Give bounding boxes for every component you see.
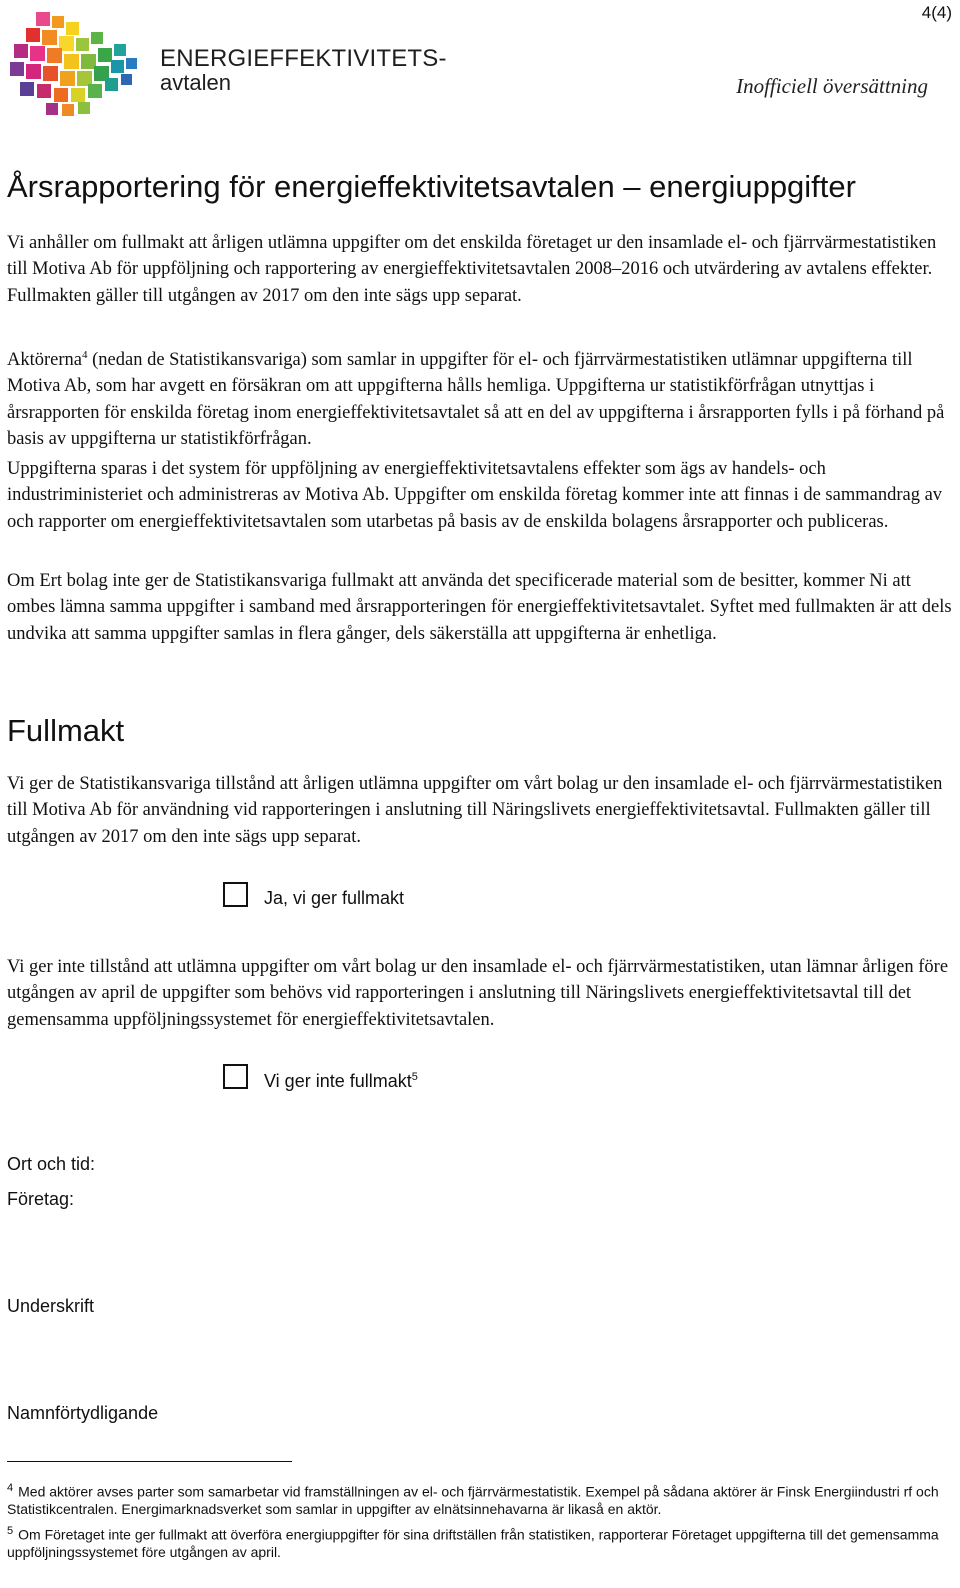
intro-paragraph: Vi anhåller om fullmakt att årligen utlämna uppgifter om det enskilda företaget ur den insamlade el- och fjärrvärmestatistiken till Motiva Ab för uppföljning och rapportering av energieffektivitetsavtalen 2008–2016 och utvärdering av avtalens effekter. Fullmakten gäller till utgången av 2017 om den inte sägs upp separat.: [7, 233, 937, 306]
deny-fullmakt-label: Vi ger inte fullmakt: [264, 1071, 412, 1091]
fullmakt-heading: Fullmakt: [7, 713, 125, 748]
signature-field-label: Underskrift: [7, 1296, 95, 1316]
logo-wordmark-line2: avtalen: [160, 70, 231, 95]
page-number: 4(4): [921, 3, 952, 22]
grant-paragraph: Vi ger de Statistikansvariga tillstånd att årligen utlämna uppgifter om vårt bolag ur den insamlade el- och fjärrvärmestatistiken till Motiva Ab för användning vid rapporteringen i anslutning till Näringslivets energieffektivitetsavtal. Fullmakten gäller till utgången av 2017 om den inte sägs upp separat.: [7, 774, 943, 847]
footnote-5: [7, 1523, 952, 1561]
deny-paragraph: Vi ger inte tillstånd att utlämna uppgifter om vårt bolag ur den insamlade el- och fjärrvärmestatistiken, utan lämnar årligen före utgången av april de uppgifter som behövs vid rapporteringen i anslutning till Näringslivets energieffektivitetsavtal till det gemensamma uppföljningssystemet för energieffektivitetsavtalen.: [7, 957, 949, 1030]
unofficial-translation-note: Inofficiell översättning: [736, 74, 928, 98]
grant-fullmakt-checkbox[interactable]: [223, 882, 248, 907]
deny-fullmakt-checkbox[interactable]: [223, 1064, 248, 1089]
footnote-text: Med aktörer avses parter som samarbetar vid framställningen av el- och fjärrvärmestatistik. Exempel på sådana aktörer är Finsk Energiindustri rf och Statistikcentralen. Energimarknadsverket som samlar in uppgifter av elnätsinnehavarna är likaså en aktör.: [7, 1483, 939, 1518]
footnote-4: [7, 1480, 952, 1518]
footnote-divider: [7, 1461, 292, 1462]
place-time-field-label: Ort och tid:: [7, 1154, 96, 1174]
name-clarification-field-label: Namnförtydligande: [7, 1403, 159, 1423]
grant-fullmakt-label: Ja, vi ger fullmakt: [264, 888, 405, 908]
logo-wordmark-line1: ENERGIEFFEKTIVITETS-: [160, 45, 447, 72]
page-title: Årsrapportering för energieffektivitetsavtalen – energiuppgifter: [7, 169, 856, 204]
footnote-number: 4: [7, 1482, 14, 1494]
energieffektivitetsavtalen-logo-icon: [6, 8, 156, 118]
actors-paragraph: [7, 342, 952, 452]
actors-rest: (nedan de Statistikansvariga) som samlar in uppgifter för el- och fjärrvärmestatistiken utlämnar uppgifterna till Motiva Ab, som har avgett en försäkran om att uppgifterna hålls hemliga. Uppgifterna ur statistikförfrågan utnyttjas i årsrapporten för enskilda företag inom energieffektivitetsavtalet så att en del av uppgifterna i årsrapporten fylls i på förhand på basis av uppgifterna ur statistikförfrågan.: [7, 350, 945, 450]
company-field-label: Företag:: [7, 1189, 75, 1209]
footnote-ref-4: 4: [82, 349, 88, 361]
deny-fullmakt-label-wrap: [264, 1071, 418, 1092]
actors-lead: Aktörerna: [7, 350, 82, 371]
storage-paragraph: Uppgifterna sparas i det system för uppföljning av energieffektivitetsavtalens effekter som ägs av handels- och industriministeriet och administreras av Motiva Ab. Uppgifter om enskilda företag kommer inte att finnas i de sammandrag av och rapporter om energieffektivitetsavtalen som utarbetas på basis av de enskilda bolagens årsrapporter och publiceras.: [7, 459, 943, 532]
consequence-paragraph: Om Ert bolag inte ger de Statistikansvariga fullmakt att använda det specificerade material som de besitter, kommer Ni att ombes lämna samma uppgifter i samband med årsrapporteringen för energieffektivitetsavtalet. Syftet med fullmakten är att dels undvika att samma uppgifter samlas in flera gånger, dels säkerställa att uppgifterna är enhetliga.: [7, 571, 952, 644]
footnote-text: Om Företaget inte ger fullmakt att överföra energiuppgifter för sina driftställen från statistiken, rapporterar Företaget uppgifterna till det gemensamma uppföljningssystemet före utgången av april.: [7, 1526, 939, 1561]
footnote-ref-5: 5: [411, 1071, 418, 1083]
footnote-number: 5: [7, 1525, 14, 1537]
